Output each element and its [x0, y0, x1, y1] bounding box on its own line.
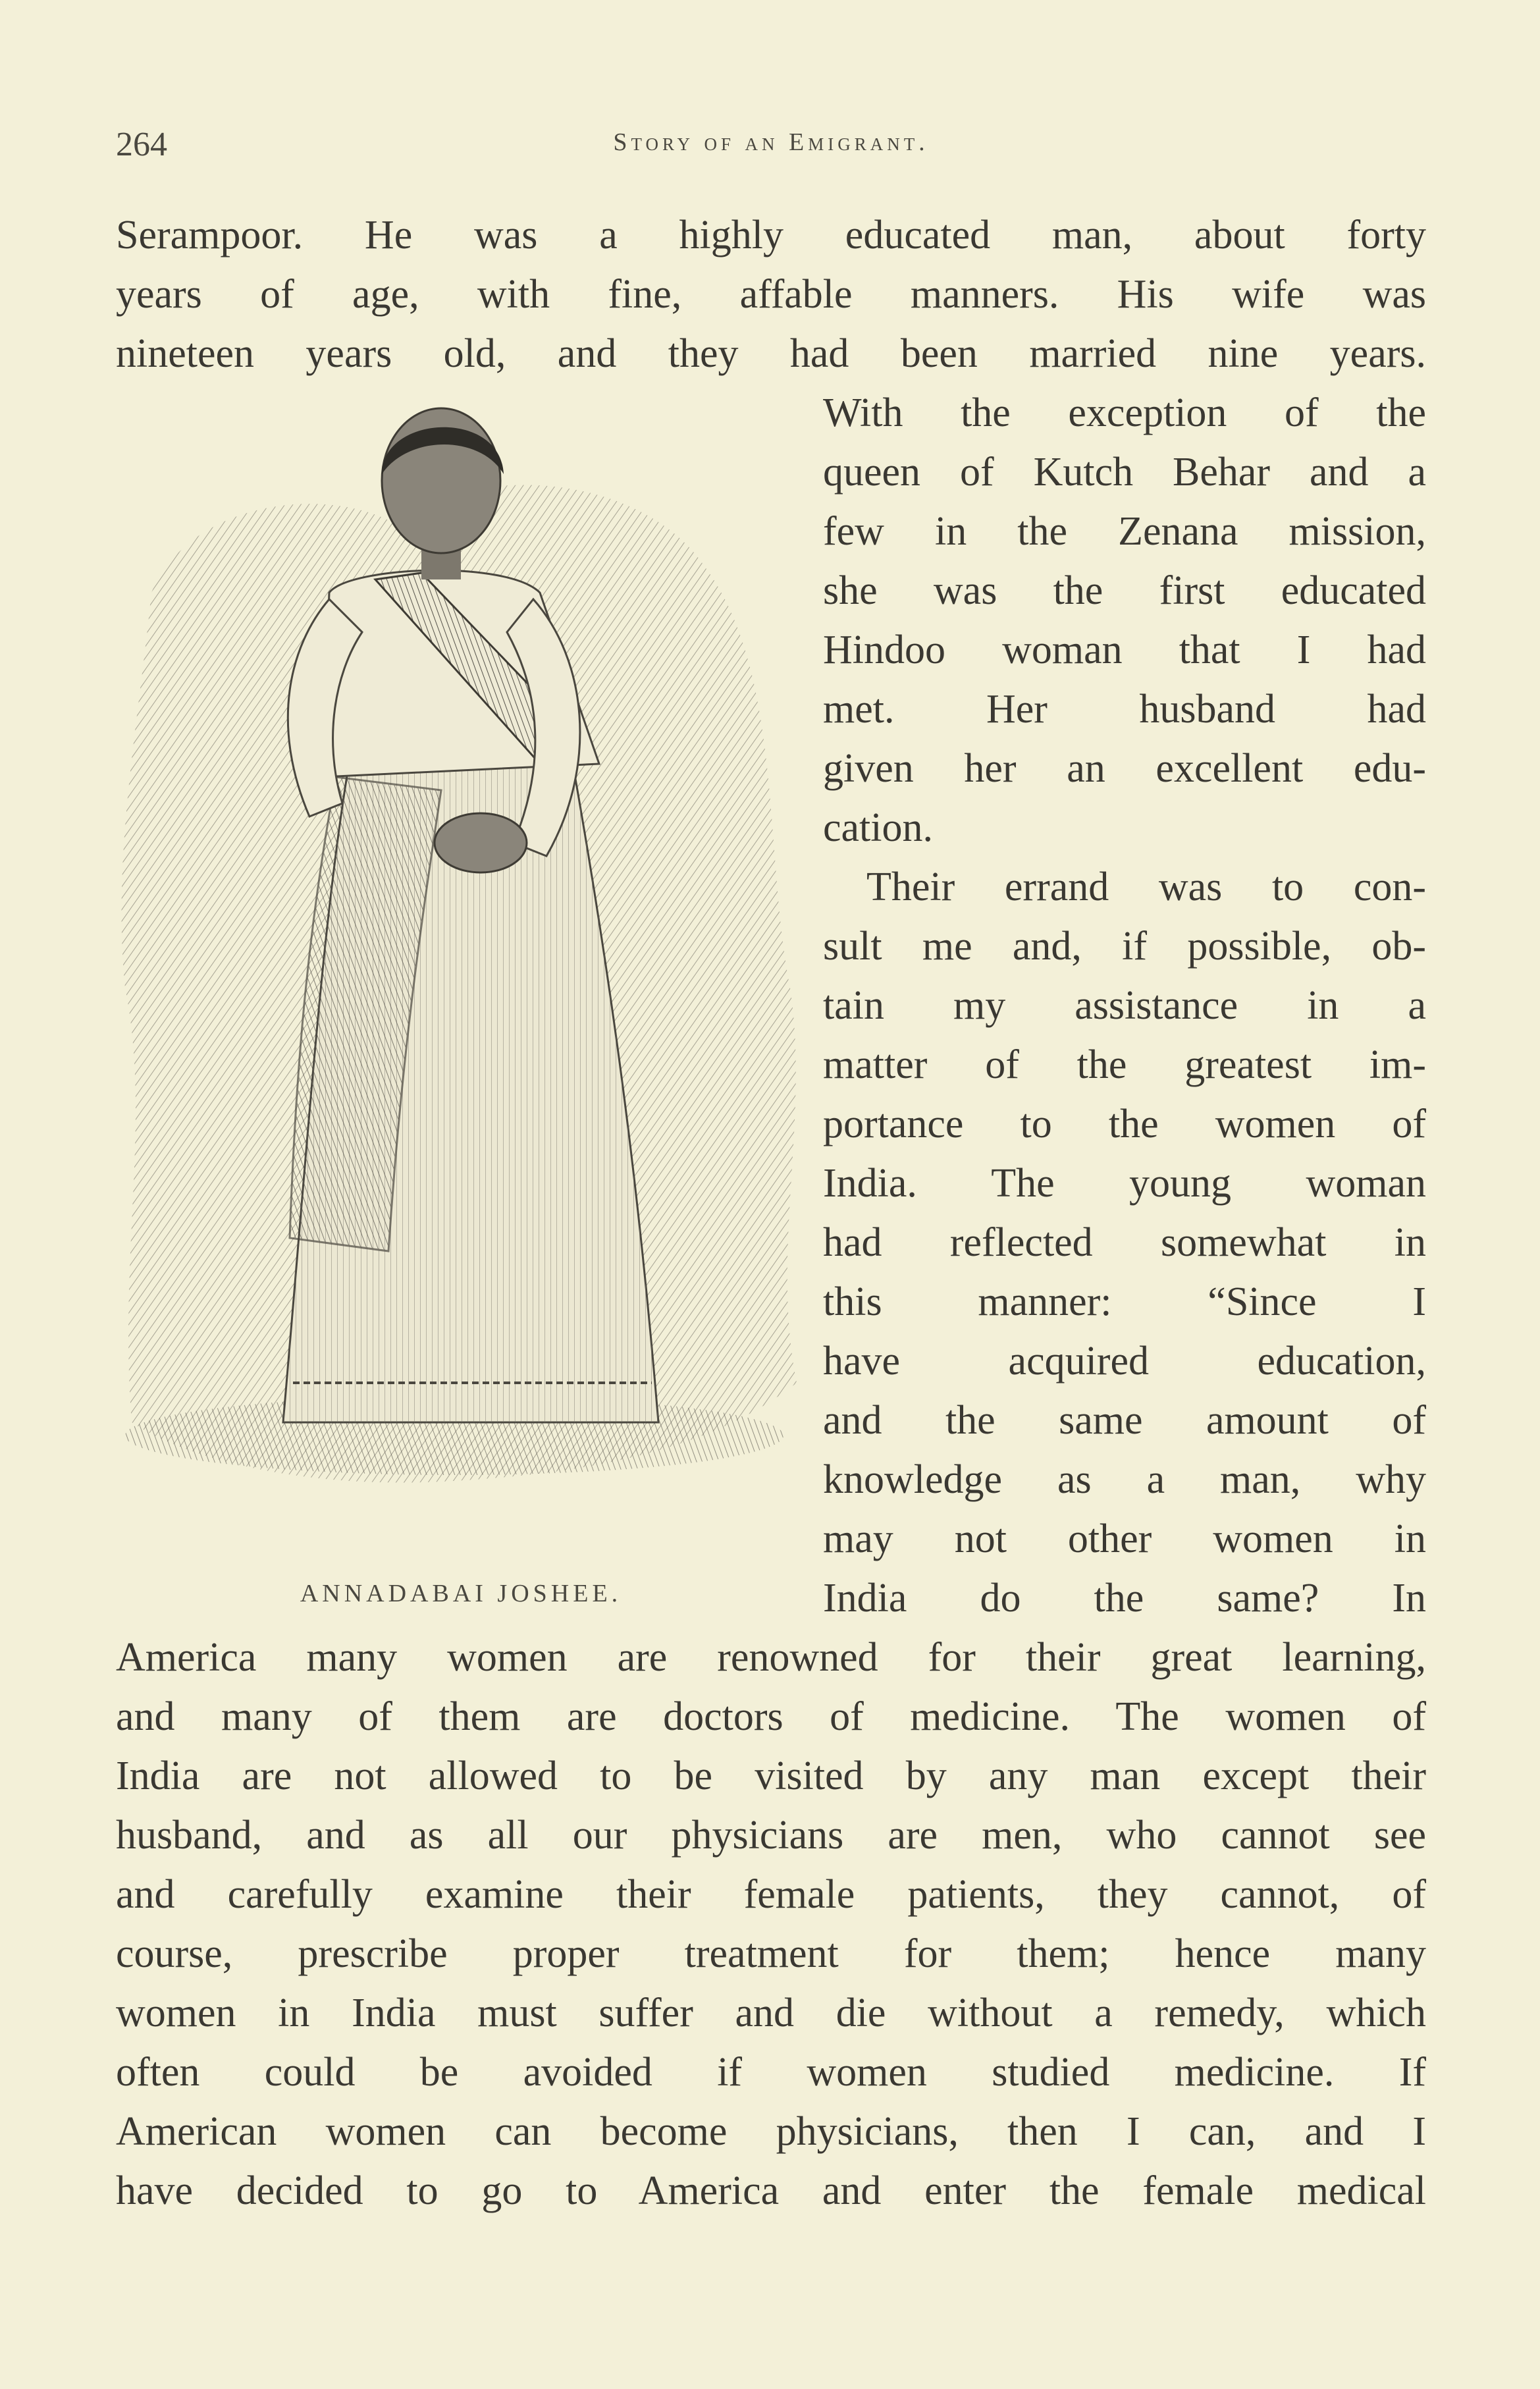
body-line: Serampoor. He was a highly educated man, about forty: [116, 213, 1426, 257]
body-line: and carefully examine their female patients, they cannot, of: [116, 1872, 1426, 1917]
body-line: America many women are renowned for their great learning,: [116, 1635, 1426, 1680]
body-line: American women can become physicians, then I can, and I: [116, 2109, 1426, 2154]
body-line: women in India must suffer and die without a remedy, which: [116, 1991, 1426, 2035]
body-line: With the exception of the: [823, 390, 1426, 435]
body-line: have acquired education,: [823, 1339, 1426, 1383]
body-line: this manner: “Since I: [823, 1279, 1426, 1324]
body-line: tain my assistance in a: [823, 983, 1426, 1028]
body-line: portance to the women of: [823, 1102, 1426, 1146]
body-line: she was the first educated: [823, 568, 1426, 613]
body-line: queen of Kutch Behar and a: [823, 450, 1426, 495]
body-line: nineteen years old, and they had been married nine years.: [116, 331, 1426, 376]
figure-hands: [435, 813, 527, 872]
body-line: often could be avoided if women studied medicine. If: [116, 2050, 1426, 2095]
body-line: years of age, with fine, affable manners. His wife was: [116, 272, 1426, 317]
body-line: Hindoo woman that I had: [823, 628, 1426, 672]
body-line: matter of the greatest im-: [823, 1042, 1426, 1087]
body-line: sult me and, if possible, ob-: [823, 924, 1426, 969]
portrait-engraving: [112, 395, 810, 1580]
body-line: have decided to go to America and enter the female medical: [116, 2168, 1426, 2213]
body-line: and many of them are doctors of medicine. The women of: [116, 1694, 1426, 1739]
body-line: cation.: [823, 805, 933, 850]
body-line: knowledge as a man, why: [823, 1457, 1426, 1502]
body-line: may not other women in: [823, 1517, 1426, 1561]
page-number: 264: [116, 126, 167, 163]
body-line: India do the same? In: [823, 1576, 1426, 1621]
body-line: and the same amount of: [823, 1398, 1426, 1443]
body-line: India are not allowed to be visited by any man except their: [116, 1754, 1426, 1798]
body-line: Their errand was to con-: [866, 865, 1426, 909]
body-line: India. The young woman: [823, 1161, 1426, 1206]
body-line: few in the Zenana mission,: [823, 509, 1426, 554]
illustration-caption: ANNADABAI JOSHEE.: [300, 1580, 622, 1607]
page-header: [116, 125, 1426, 171]
body-line: course, prescribe proper treatment for them; hence many: [116, 1931, 1426, 1976]
body-line: husband, and as all our physicians are men, who cannot see: [116, 1813, 1426, 1858]
body-line: had reflected somewhat in: [823, 1220, 1426, 1265]
running-title: Story of an Emigrant.: [613, 128, 929, 156]
body-line: given her an excellent edu-: [823, 746, 1426, 791]
body-line: met. Her husband had: [823, 687, 1426, 732]
